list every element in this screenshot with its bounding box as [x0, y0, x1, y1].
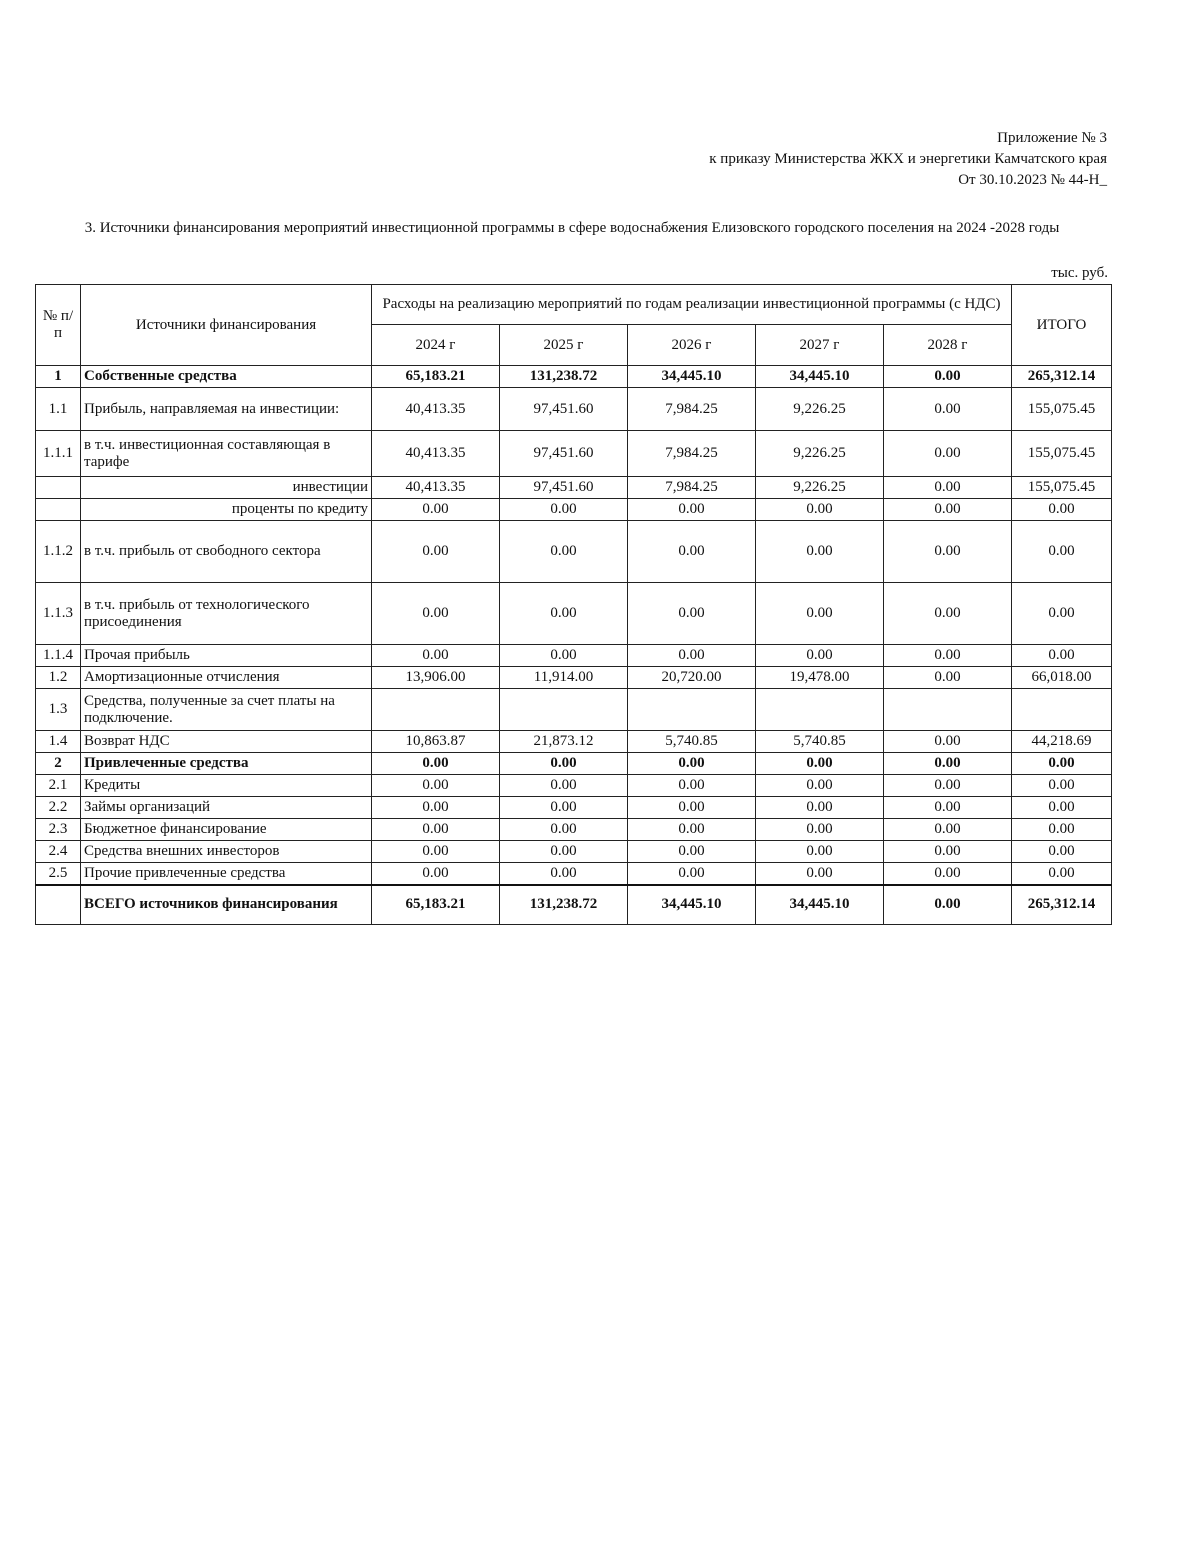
row-year-value-cell: 0.00 [884, 667, 1012, 689]
row-source-cell: Амортизационные отчисления [81, 667, 372, 689]
row-year-value-cell [884, 689, 1012, 731]
table-row [36, 775, 1112, 797]
row-year-value-cell: 0.00 [884, 477, 1012, 499]
row-year-value-cell: 0.00 [884, 366, 1012, 388]
table-row [36, 388, 1112, 431]
row-number-cell: 1.1.2 [36, 521, 81, 583]
table-header-row [36, 285, 1112, 325]
header-line-appendix: Приложение № 3 [997, 130, 1107, 146]
column-header-year: 2024 г [372, 325, 500, 366]
row-total-cell: 0.00 [1012, 797, 1112, 819]
row-year-value-cell: 34,445.10 [756, 366, 884, 388]
row-total-cell: 0.00 [1012, 499, 1112, 521]
document-title: 3. Источники финансирования мероприятий инвестиционной программы в сфере водоснабжения Елизовского городского поселения на 2024 -2028 годы [84, 220, 1060, 236]
row-year-value-cell: 0.00 [372, 819, 500, 841]
row-year-value-cell: 9,226.25 [756, 477, 884, 499]
row-year-value-cell: 0.00 [884, 841, 1012, 863]
row-source-cell: Возврат НДС [81, 731, 372, 753]
row-year-value-cell: 0.00 [372, 775, 500, 797]
row-year-value-cell: 0.00 [884, 583, 1012, 645]
row-source-cell: инвестиции [81, 477, 372, 499]
row-number-cell [36, 477, 81, 499]
row-total-cell: 0.00 [1012, 583, 1112, 645]
row-year-value-cell: 0.00 [628, 753, 756, 775]
row-year-value-cell: 0.00 [756, 775, 884, 797]
row-source-cell: ВСЕГО источников финансирования [81, 885, 372, 925]
row-number-cell: 2.3 [36, 819, 81, 841]
row-year-value-cell: 0.00 [884, 797, 1012, 819]
row-year-value-cell: 0.00 [628, 583, 756, 645]
row-year-value-cell: 0.00 [756, 819, 884, 841]
row-year-value-cell: 9,226.25 [756, 431, 884, 477]
row-total-cell: 0.00 [1012, 521, 1112, 583]
row-year-value-cell: 0.00 [372, 499, 500, 521]
row-year-value-cell: 0.00 [500, 583, 628, 645]
row-year-value-cell: 34,445.10 [756, 885, 884, 925]
row-number-cell: 2 [36, 753, 81, 775]
row-year-value-cell: 0.00 [884, 885, 1012, 925]
table-row [36, 431, 1112, 477]
table-row [36, 731, 1112, 753]
row-total-cell: 0.00 [1012, 863, 1112, 885]
row-source-cell: Бюджетное финансирование [81, 819, 372, 841]
row-year-value-cell: 0.00 [884, 863, 1012, 885]
row-year-value-cell: 40,413.35 [372, 388, 500, 431]
table-row [36, 885, 1112, 925]
row-source-cell: Прочие привлеченные средства [81, 863, 372, 885]
row-year-value-cell: 11,914.00 [500, 667, 628, 689]
row-year-value-cell: 0.00 [884, 819, 1012, 841]
column-header-number: № п/п [36, 285, 81, 366]
row-number-cell: 2.1 [36, 775, 81, 797]
row-year-value-cell [628, 689, 756, 731]
row-year-value-cell: 0.00 [372, 645, 500, 667]
units-label: тыс. руб. [1051, 265, 1108, 281]
table-row [36, 863, 1112, 885]
table-row [36, 797, 1112, 819]
row-year-value-cell: 5,740.85 [628, 731, 756, 753]
row-year-value-cell: 0.00 [756, 841, 884, 863]
row-year-value-cell: 0.00 [884, 431, 1012, 477]
table-row [36, 841, 1112, 863]
row-number-cell: 2.2 [36, 797, 81, 819]
column-header-year: 2026 г [628, 325, 756, 366]
financing-table [35, 284, 1112, 925]
row-source-cell: в т.ч. прибыль от технологического присоединения [81, 583, 372, 645]
row-number-cell: 1.1.1 [36, 431, 81, 477]
row-year-value-cell: 0.00 [756, 521, 884, 583]
column-header-total: ИТОГО [1012, 285, 1112, 366]
row-year-value-cell: 0.00 [500, 521, 628, 583]
row-total-cell: 0.00 [1012, 753, 1112, 775]
row-number-cell: 1.1.4 [36, 645, 81, 667]
row-total-cell: 0.00 [1012, 645, 1112, 667]
row-year-value-cell: 0.00 [884, 753, 1012, 775]
row-year-value-cell [500, 689, 628, 731]
row-year-value-cell: 0.00 [756, 645, 884, 667]
row-year-value-cell: 7,984.25 [628, 388, 756, 431]
row-year-value-cell: 19,478.00 [756, 667, 884, 689]
row-year-value-cell: 0.00 [628, 521, 756, 583]
row-total-cell: 0.00 [1012, 841, 1112, 863]
row-total-cell: 44,218.69 [1012, 731, 1112, 753]
row-year-value-cell: 0.00 [500, 841, 628, 863]
column-header-expenses-group: Расходы на реализацию мероприятий по годам реализации инвестиционной программы (с НДС) [372, 285, 1012, 325]
row-year-value-cell: 0.00 [628, 819, 756, 841]
row-year-value-cell: 0.00 [628, 841, 756, 863]
row-year-value-cell: 0.00 [500, 863, 628, 885]
row-year-value-cell: 0.00 [884, 731, 1012, 753]
row-year-value-cell: 0.00 [372, 841, 500, 863]
row-year-value-cell: 0.00 [500, 645, 628, 667]
row-year-value-cell [756, 689, 884, 731]
row-year-value-cell: 0.00 [500, 753, 628, 775]
column-header-year: 2027 г [756, 325, 884, 366]
row-year-value-cell: 0.00 [500, 499, 628, 521]
row-total-cell: 66,018.00 [1012, 667, 1112, 689]
row-year-value-cell: 0.00 [500, 819, 628, 841]
table-row [36, 477, 1112, 499]
table-row [36, 521, 1112, 583]
row-year-value-cell: 21,873.12 [500, 731, 628, 753]
row-total-cell: 155,075.45 [1012, 388, 1112, 431]
row-year-value-cell: 34,445.10 [628, 366, 756, 388]
row-total-cell: 155,075.45 [1012, 431, 1112, 477]
row-year-value-cell [372, 689, 500, 731]
row-year-value-cell: 65,183.21 [372, 366, 500, 388]
row-year-value-cell: 40,413.35 [372, 477, 500, 499]
row-year-value-cell: 97,451.60 [500, 431, 628, 477]
row-total-cell: 265,312.14 [1012, 885, 1112, 925]
row-year-value-cell: 34,445.10 [628, 885, 756, 925]
row-year-value-cell: 0.00 [372, 863, 500, 885]
row-source-cell: Привлеченные средства [81, 753, 372, 775]
row-source-cell: в т.ч. инвестиционная составляющая в тарифе [81, 431, 372, 477]
row-year-value-cell: 7,984.25 [628, 431, 756, 477]
row-year-value-cell: 10,863.87 [372, 731, 500, 753]
row-year-value-cell: 0.00 [628, 645, 756, 667]
row-year-value-cell: 13,906.00 [372, 667, 500, 689]
row-year-value-cell: 40,413.35 [372, 431, 500, 477]
row-total-cell: 0.00 [1012, 819, 1112, 841]
row-source-cell: Средства внешних инвесторов [81, 841, 372, 863]
row-number-cell: 1.4 [36, 731, 81, 753]
row-number-cell: 1.3 [36, 689, 81, 731]
header-line-order: к приказу Министерства ЖКХ и энергетики Камчатского края [709, 151, 1107, 167]
row-year-value-cell: 9,226.25 [756, 388, 884, 431]
row-number-cell: 1.2 [36, 667, 81, 689]
table-row [36, 753, 1112, 775]
row-number-cell [36, 499, 81, 521]
document-header [709, 128, 1107, 191]
row-number-cell: 1 [36, 366, 81, 388]
row-year-value-cell: 0.00 [884, 521, 1012, 583]
row-number-cell: 2.5 [36, 863, 81, 885]
row-year-value-cell: 97,451.60 [500, 388, 628, 431]
row-year-value-cell: 0.00 [372, 521, 500, 583]
row-year-value-cell: 131,238.72 [500, 366, 628, 388]
table-row [36, 583, 1112, 645]
row-source-cell: Собственные средства [81, 366, 372, 388]
header-line-date: От 30.10.2023 № 44-Н_ [958, 172, 1107, 188]
row-number-cell: 1.1.3 [36, 583, 81, 645]
row-year-value-cell: 0.00 [884, 499, 1012, 521]
table-row [36, 667, 1112, 689]
row-source-cell: Прибыль, направляемая на инвестиции: [81, 388, 372, 431]
row-year-value-cell: 0.00 [756, 863, 884, 885]
table-row [36, 366, 1112, 388]
row-total-cell: 155,075.45 [1012, 477, 1112, 499]
row-total-cell: 0.00 [1012, 775, 1112, 797]
row-year-value-cell: 0.00 [372, 583, 500, 645]
row-year-value-cell: 0.00 [500, 775, 628, 797]
row-year-value-cell: 0.00 [372, 797, 500, 819]
table-row [36, 689, 1112, 731]
row-source-cell: Средства, полученные за счет платы на подключение. [81, 689, 372, 731]
table-row [36, 645, 1112, 667]
row-year-value-cell: 0.00 [884, 388, 1012, 431]
row-year-value-cell: 0.00 [628, 863, 756, 885]
row-source-cell: Прочая прибыль [81, 645, 372, 667]
row-year-value-cell: 0.00 [628, 797, 756, 819]
row-source-cell: Займы организаций [81, 797, 372, 819]
row-source-cell: проценты по кредиту [81, 499, 372, 521]
row-year-value-cell: 0.00 [756, 797, 884, 819]
column-header-source: Источники финансирования [81, 285, 372, 366]
column-header-year: 2028 г [884, 325, 1012, 366]
row-number-cell: 2.4 [36, 841, 81, 863]
row-total-cell [1012, 689, 1112, 731]
row-year-value-cell: 131,238.72 [500, 885, 628, 925]
row-year-value-cell: 0.00 [372, 753, 500, 775]
row-year-value-cell: 7,984.25 [628, 477, 756, 499]
row-number-cell: 1.1 [36, 388, 81, 431]
row-year-value-cell: 65,183.21 [372, 885, 500, 925]
row-year-value-cell: 0.00 [500, 797, 628, 819]
row-year-value-cell: 0.00 [756, 499, 884, 521]
row-year-value-cell: 0.00 [756, 583, 884, 645]
row-year-value-cell: 97,451.60 [500, 477, 628, 499]
row-source-cell: Кредиты [81, 775, 372, 797]
row-year-value-cell: 0.00 [756, 753, 884, 775]
row-year-value-cell: 0.00 [628, 499, 756, 521]
row-year-value-cell: 5,740.85 [756, 731, 884, 753]
row-source-cell: в т.ч. прибыль от свободного сектора [81, 521, 372, 583]
table-row [36, 499, 1112, 521]
row-year-value-cell: 20,720.00 [628, 667, 756, 689]
row-year-value-cell: 0.00 [884, 775, 1012, 797]
row-total-cell: 265,312.14 [1012, 366, 1112, 388]
table-row [36, 819, 1112, 841]
row-year-value-cell: 0.00 [628, 775, 756, 797]
row-year-value-cell: 0.00 [884, 645, 1012, 667]
column-header-year: 2025 г [500, 325, 628, 366]
row-number-cell [36, 885, 81, 925]
